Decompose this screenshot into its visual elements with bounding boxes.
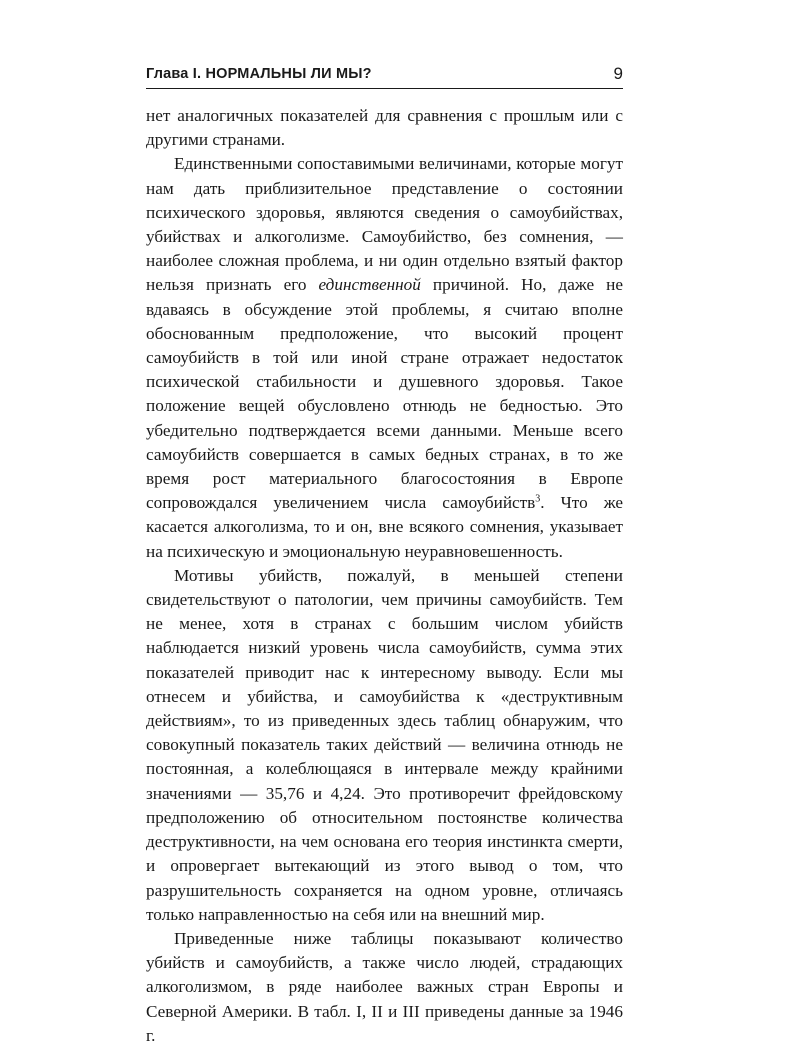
page-number: 9: [613, 64, 623, 83]
footnote-marker: 3: [535, 493, 541, 505]
chapter-title: Глава I. НОРМАЛЬНЫ ЛИ МЫ?: [146, 66, 372, 82]
paragraph-3: [146, 564, 623, 927]
paragraph-2-text-part2: причиной. Но, даже не вдаваясь в обсуждение этой проблемы, я считаю вполне обоснованным предположение, что высокий процент самоубийств в той или иной стране отражает недостаток психической стабильности и душевного здоровья. Такое положение вещей обусловлено отнюдь не бедностью. Это убедительно подтверждается всеми данными. Меньше всего самоубийств совершается в самых бедных странах, в то же время рост материального благосостояния в Европе сопровождался увеличением числа самоубийств: [146, 275, 623, 513]
italic-emphasis: единственной: [318, 275, 421, 295]
paragraph-2: [146, 152, 623, 563]
paragraph-4: [146, 927, 623, 1048]
paragraph-2-text-part1: Единственными сопоставимыми величинами, которые могут нам дать приблизительное представление о состоянии психического здоровья, являются сведения о самоубийствах, убийствах и алкоголизме. Самоубийство, без сомнения, — наиболее сложная проблема, и ни один отдельно взятый фактор нельзя признать его: [146, 154, 623, 295]
running-header: [146, 60, 623, 89]
paragraph-1: [146, 104, 623, 152]
paragraph-2-text-part3: . Что же касается алкоголизма, то и он, вне всякого сомнения, указывает на психическую и эмоциональную неуравновешенность.: [146, 493, 623, 561]
body-text: [146, 104, 623, 1048]
paragraph-4-text: Приведенные ниже таблицы показывают количество убийств и самоубийств, а также число людей, страдающих алкоголизмом, в ряде наиболее важных стран Европы и Северной Америки. В табл. I, II и III приведены данные за 1946 г.: [146, 928, 623, 1045]
paragraph-3-text: Мотивы убийств, пожалуй, в меньшей степени свидетельствуют о патологии, чем причины самоубийств. Тем не менее, хотя в странах с большим числом убийств наблюдается низкий уровень числа самоубийств, сумма этих показателей приводит нас к интересному выводу. Если мы отнесем и убийства, и самоубийства к «деструктивным действиям», то из приведенных здесь таблиц обнаружим, что совокупный показатель таких действий — величина отнюдь не постоянная, а колеблющаяся в интервале между крайними значениями — 35,76 и 4,24. Это противоречит фрейдовскому предположению об относительном постоянстве количества деструктивности, на чем основана его теория инстинкта смерти, и опровергает вытекающий из этого вывод о том, что разрушительность сохраняется на одном уровне, отличаясь только направленностью на себя или на внешний мир.: [146, 565, 623, 924]
paragraph-1-text: нет аналогичных показателей для сравнения с прошлым или с другими странами.: [146, 106, 623, 150]
